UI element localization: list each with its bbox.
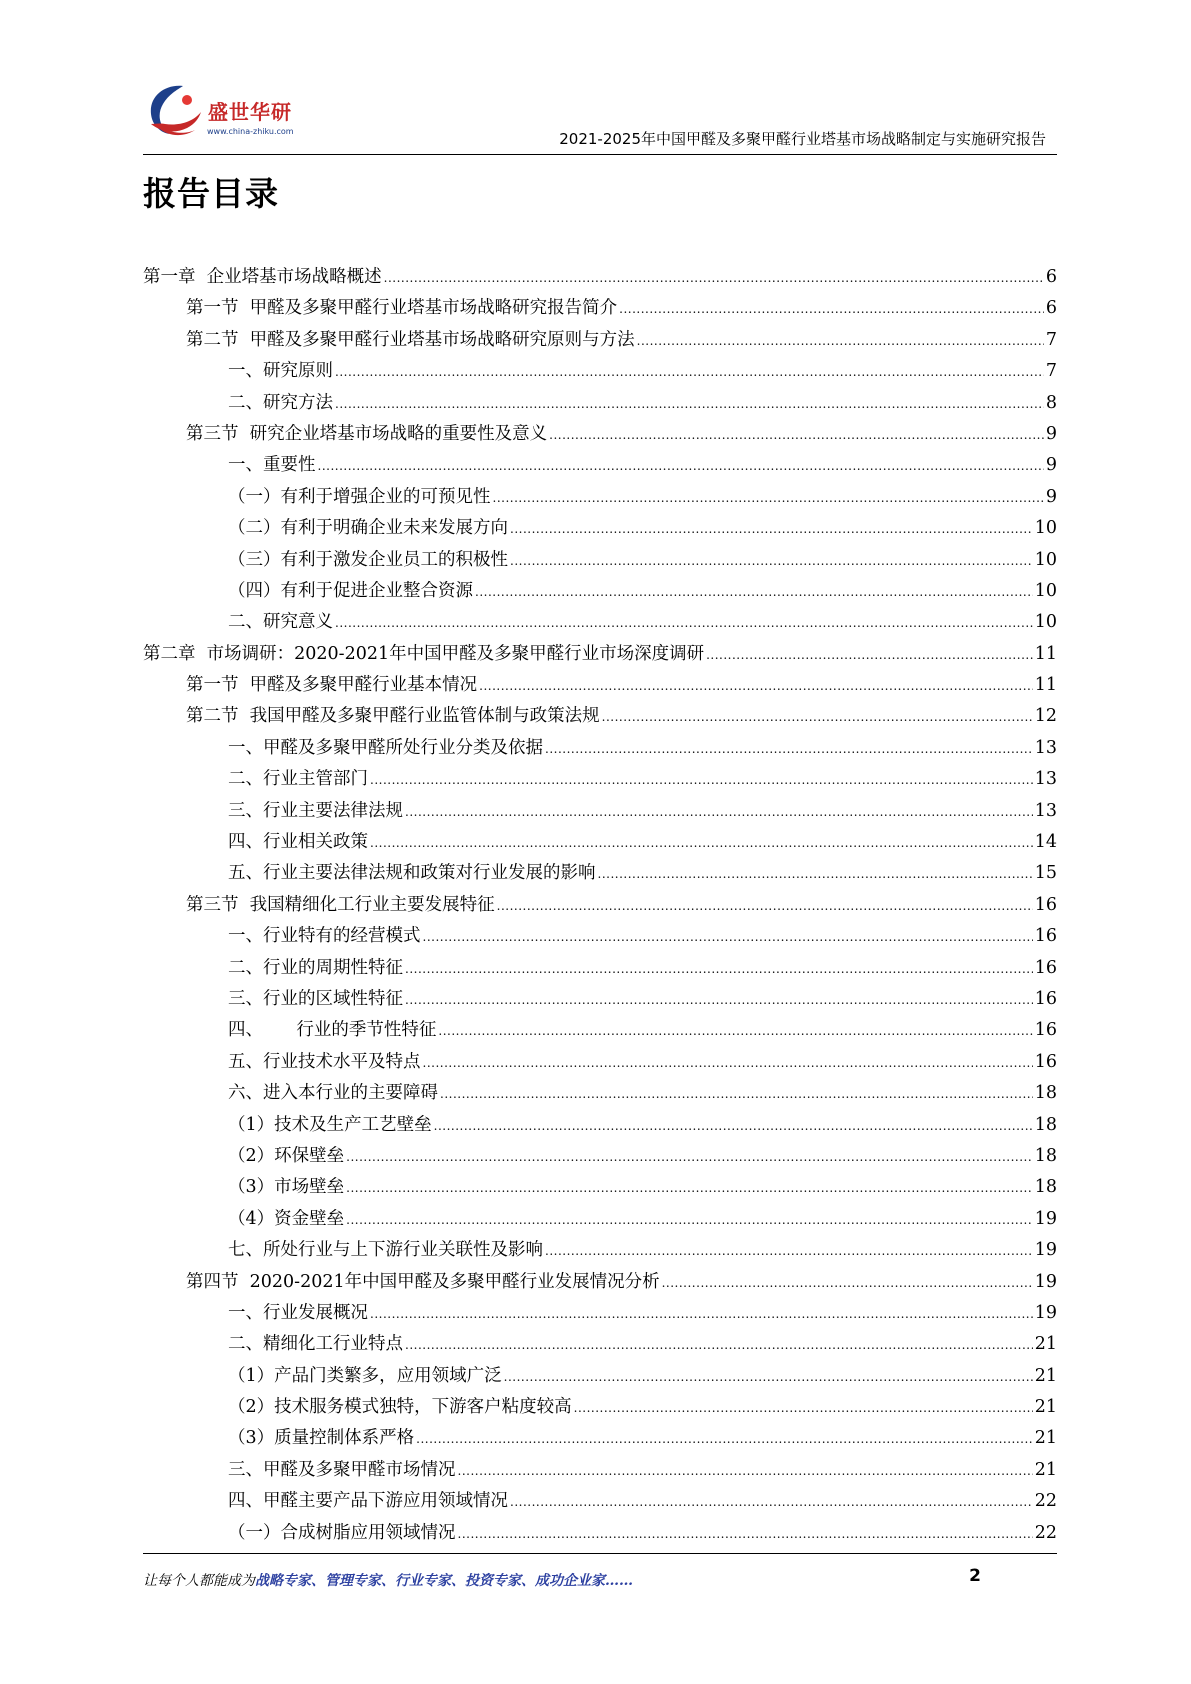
toc-entry[interactable] [143, 325, 1057, 356]
toc-entry[interactable] [143, 701, 1057, 732]
toc-leader-dots [598, 858, 1033, 890]
toc-entry-title: 第一章 企业塔基市场战略概述 [143, 267, 382, 287]
toc-entry-page: 16 [1034, 988, 1057, 1009]
toc-leader-dots [458, 1518, 1033, 1550]
toc-leader-dots [335, 388, 1044, 420]
toc-leader-dots [479, 670, 1033, 702]
toc-entry-page: 21 [1034, 1365, 1057, 1386]
toc-entry[interactable] [143, 545, 1057, 576]
toc-entry-page: 13 [1034, 737, 1057, 758]
toc-leader-dots [545, 733, 1033, 765]
toc-leader-dots [346, 1172, 1033, 1204]
toc-entry-page: 21 [1034, 1428, 1057, 1449]
toc-leader-dots [370, 1298, 1033, 1330]
toc-leader-dots [504, 1361, 1033, 1393]
toc-entry-title: （1）产品门类繁多，应用领域广泛 [228, 1365, 502, 1386]
toc-leader-dots [662, 1267, 1033, 1299]
toc-entry[interactable] [143, 262, 1057, 293]
toc-leader-dots [545, 1235, 1033, 1267]
toc-leader-dots [637, 325, 1044, 357]
toc-entry-title: 第二节 甲醛及多聚甲醛行业塔基市场战略研究原则与方法 [186, 329, 635, 350]
toc-leader-dots [370, 827, 1033, 859]
toc-entry-page: 19 [1034, 1271, 1057, 1292]
toc-entry-title: （1）技术及生产工艺壁垒 [228, 1114, 432, 1135]
toc-entry-title: 第三节 我国精细化工行业主要发展特征 [186, 894, 495, 915]
toc-leader-dots [405, 796, 1033, 828]
toc-entry[interactable] [143, 1078, 1057, 1109]
toc-entry-page: 19 [1034, 1240, 1057, 1261]
toc-entry[interactable] [143, 1172, 1057, 1203]
toc-entry-page: 11 [1034, 675, 1057, 696]
toc-entry-title: 二、行业主管部门 [228, 769, 368, 790]
page-number: 2 [969, 1566, 981, 1586]
toc-entry[interactable] [143, 388, 1057, 419]
table-of-contents [143, 262, 1057, 1549]
toc-entry[interactable] [143, 1329, 1057, 1360]
toc-leader-dots [405, 1329, 1033, 1361]
toc-entry-title: 一、研究原则 [228, 361, 333, 382]
toc-leader-dots [497, 890, 1033, 922]
toc-entry[interactable] [143, 356, 1057, 387]
toc-leader-dots [423, 1047, 1033, 1079]
toc-entry[interactable] [143, 1267, 1057, 1298]
toc-entry-title: 二、行业的周期性特征 [228, 957, 403, 978]
page-title: 报告目录 [143, 174, 279, 213]
toc-entry-title: 六、进入本行业的主要障碍 [228, 1083, 438, 1104]
toc-leader-dots [434, 1110, 1033, 1142]
toc-entry-page: 12 [1034, 706, 1057, 727]
toc-leader-dots [335, 607, 1033, 639]
toc-entry-page: 9 [1045, 455, 1057, 476]
toc-leader-dots [510, 513, 1033, 545]
toc-leader-dots [405, 984, 1033, 1016]
toc-leader-dots [318, 450, 1044, 482]
toc-entry[interactable] [143, 293, 1057, 324]
toc-entry-page: 15 [1034, 863, 1057, 884]
toc-entry[interactable] [143, 482, 1057, 513]
toc-entry-title: 第二章 市场调研：2020-2021年中国甲醛及多聚甲醛行业市场深度调研 [143, 643, 705, 664]
toc-entry-title: 四、 行业的季节性特征 [228, 1020, 437, 1041]
toc-entry[interactable] [143, 513, 1057, 544]
toc-entry-title: 二、精细化工行业特点 [228, 1334, 403, 1355]
toc-entry[interactable] [143, 1486, 1057, 1517]
toc-entry[interactable] [143, 450, 1057, 481]
toc-entry-title: 第二节 我国甲醛及多聚甲醛行业监管体制与政策法规 [186, 706, 600, 727]
toc-leader-dots [384, 262, 1044, 294]
toc-entry[interactable] [143, 670, 1057, 701]
toc-entry-title: （一）合成树脂应用领域情况 [228, 1522, 456, 1543]
toc-entry-title: 一、甲醛及多聚甲醛所处行业分类及依据 [228, 737, 543, 758]
toc-entry[interactable] [143, 1392, 1057, 1423]
toc-entry-title: 三、甲醛及多聚甲醛市场情况 [228, 1459, 456, 1480]
toc-entry[interactable] [143, 1110, 1057, 1141]
toc-entry-page: 13 [1034, 800, 1057, 821]
toc-entry[interactable] [143, 953, 1057, 984]
toc-entry-title: 第一节 甲醛及多聚甲醛行业基本情况 [186, 675, 478, 696]
toc-entry-page: 10 [1034, 549, 1057, 570]
toc-entry-page: 10 [1034, 612, 1057, 633]
toc-entry-title: 五、行业主要法律法规和政策对行业发展的影响 [228, 863, 596, 884]
toc-entry[interactable] [143, 1015, 1057, 1046]
toc-entry[interactable] [143, 1423, 1057, 1454]
toc-entry-title: （4）资金壁垒 [228, 1208, 345, 1229]
toc-entry-page: 9 [1045, 423, 1057, 444]
toc-entry-title: 二、研究方法 [228, 392, 333, 413]
toc-entry-page: 16 [1034, 894, 1057, 915]
brand-url: www.china-zhiku.com [207, 127, 294, 136]
toc-entry[interactable] [143, 764, 1057, 795]
logo-emblem-icon [143, 80, 205, 140]
footer-divider [143, 1553, 1057, 1554]
toc-entry-title: 二、研究意义 [228, 612, 333, 633]
toc-entry[interactable] [143, 1518, 1057, 1549]
toc-leader-dots [549, 419, 1044, 451]
toc-leader-dots [475, 576, 1033, 608]
brand-name: 盛世华研 [208, 100, 292, 124]
toc-entry-page: 16 [1034, 926, 1057, 947]
toc-entry-page: 13 [1034, 769, 1057, 790]
toc-entry-title: （3）质量控制体系严格 [228, 1428, 415, 1449]
toc-entry-page: 16 [1034, 1051, 1057, 1072]
toc-entry[interactable] [143, 890, 1057, 921]
report-header-title: 2021-2025年中国甲醛及多聚甲醛行业塔基市场战略制定与实施研究报告 [559, 130, 1046, 148]
toc-entry[interactable] [143, 1361, 1057, 1392]
toc-entry-title: 四、行业相关政策 [228, 832, 368, 853]
toc-entry-page: 10 [1034, 580, 1057, 601]
toc-entry[interactable] [143, 607, 1057, 638]
toc-leader-dots [510, 1486, 1033, 1518]
toc-entry-page: 14 [1034, 832, 1057, 853]
toc-entry[interactable] [143, 1204, 1057, 1235]
toc-entry-page: 11 [1034, 643, 1057, 664]
toc-leader-dots [619, 293, 1044, 325]
toc-entry-title: （一）有利于增强企业的可预见性 [228, 486, 491, 507]
toc-leader-dots [510, 545, 1033, 577]
toc-entry-title: 一、行业特有的经营模式 [228, 926, 421, 947]
toc-leader-dots [602, 701, 1033, 733]
toc-entry-page: 18 [1034, 1145, 1057, 1166]
toc-entry[interactable] [143, 858, 1057, 889]
toc-entry-page: 19 [1034, 1302, 1057, 1323]
toc-entry-page: 9 [1045, 486, 1057, 507]
toc-entry-page: 18 [1034, 1177, 1057, 1198]
toc-entry-title: 第四节 2020-2021年中国甲醛及多聚甲醛行业发展情况分析 [186, 1271, 660, 1292]
toc-entry-page: 6 [1045, 298, 1057, 319]
toc-entry[interactable] [143, 1047, 1057, 1078]
toc-entry-page: 10 [1034, 518, 1057, 539]
toc-entry[interactable] [143, 733, 1057, 764]
toc-leader-dots [346, 1204, 1033, 1236]
toc-entry-title: （2）技术服务模式独特，下游客户粘度较高 [228, 1397, 572, 1418]
toc-entry[interactable] [143, 639, 1057, 670]
toc-leader-dots [493, 482, 1044, 514]
toc-leader-dots [458, 1455, 1033, 1487]
toc-entry-page: 21 [1034, 1334, 1057, 1355]
toc-leader-dots [440, 1078, 1033, 1110]
toc-entry[interactable] [143, 419, 1057, 450]
toc-leader-dots [405, 953, 1033, 985]
toc-entry-page: 16 [1034, 957, 1057, 978]
toc-entry-page: 16 [1034, 1020, 1057, 1041]
toc-entry[interactable] [143, 827, 1057, 858]
toc-entry-title: 一、重要性 [228, 455, 316, 476]
toc-entry-title: 三、行业的区域性特征 [228, 988, 403, 1009]
company-logo [143, 80, 313, 150]
toc-entry[interactable] [143, 576, 1057, 607]
toc-entry[interactable] [143, 1141, 1057, 1172]
toc-entry-title: （三）有利于激发企业员工的积极性 [228, 549, 508, 570]
toc-leader-dots [370, 764, 1033, 796]
toc-entry[interactable] [143, 796, 1057, 827]
toc-entry[interactable] [143, 1235, 1057, 1266]
header-divider [143, 154, 1057, 155]
toc-entry-title: 五、行业技术水平及特点 [228, 1051, 421, 1072]
toc-entry[interactable] [143, 984, 1057, 1015]
toc-entry-page: 8 [1045, 392, 1057, 413]
toc-entry-page: 18 [1034, 1083, 1057, 1104]
toc-entry-page: 18 [1034, 1114, 1057, 1135]
toc-entry-title: 第三节 研究企业塔基市场战略的重要性及意义 [186, 423, 548, 444]
slogan-prefix: 让每个人都能成为 [143, 1573, 255, 1589]
slogan-roles: 战略专家、管理专家、行业专家、投资专家、成功企业家…… [255, 1573, 633, 1589]
toc-entry[interactable] [143, 1455, 1057, 1486]
toc-leader-dots [423, 921, 1033, 953]
toc-entry-page: 6 [1045, 267, 1057, 287]
toc-entry-title: 七、所处行业与上下游行业关联性及影响 [228, 1240, 543, 1261]
toc-entry-title: （四）有利于促进企业整合资源 [228, 580, 473, 601]
toc-entry-title: 一、行业发展概况 [228, 1302, 368, 1323]
toc-leader-dots [346, 1141, 1033, 1173]
toc-leader-dots [574, 1392, 1033, 1424]
toc-entry-page: 21 [1034, 1459, 1057, 1480]
toc-entry-title: （2）环保壁垒 [228, 1145, 345, 1166]
toc-entry-page: 7 [1045, 329, 1057, 350]
toc-entry-title: 第一节 甲醛及多聚甲醛行业塔基市场战略研究报告简介 [186, 298, 618, 319]
toc-leader-dots [706, 639, 1033, 671]
toc-entry-page: 19 [1034, 1208, 1057, 1229]
toc-entry-page: 22 [1034, 1491, 1057, 1512]
toc-entry[interactable] [143, 921, 1057, 952]
footer-slogan [143, 1570, 633, 1590]
toc-entry-title: （二）有利于明确企业未来发展方向 [228, 518, 508, 539]
toc-leader-dots [416, 1423, 1033, 1455]
toc-entry-page: 22 [1034, 1522, 1057, 1543]
toc-entry[interactable] [143, 1298, 1057, 1329]
toc-leader-dots [335, 356, 1044, 388]
toc-entry-title: 四、甲醛主要产品下游应用领域情况 [228, 1491, 508, 1512]
toc-entry-title: （3）市场壁垒 [228, 1177, 345, 1198]
toc-leader-dots [438, 1015, 1032, 1047]
toc-entry-page: 7 [1045, 361, 1057, 382]
toc-entry-title: 三、行业主要法律法规 [228, 800, 403, 821]
toc-entry-page: 21 [1034, 1397, 1057, 1418]
